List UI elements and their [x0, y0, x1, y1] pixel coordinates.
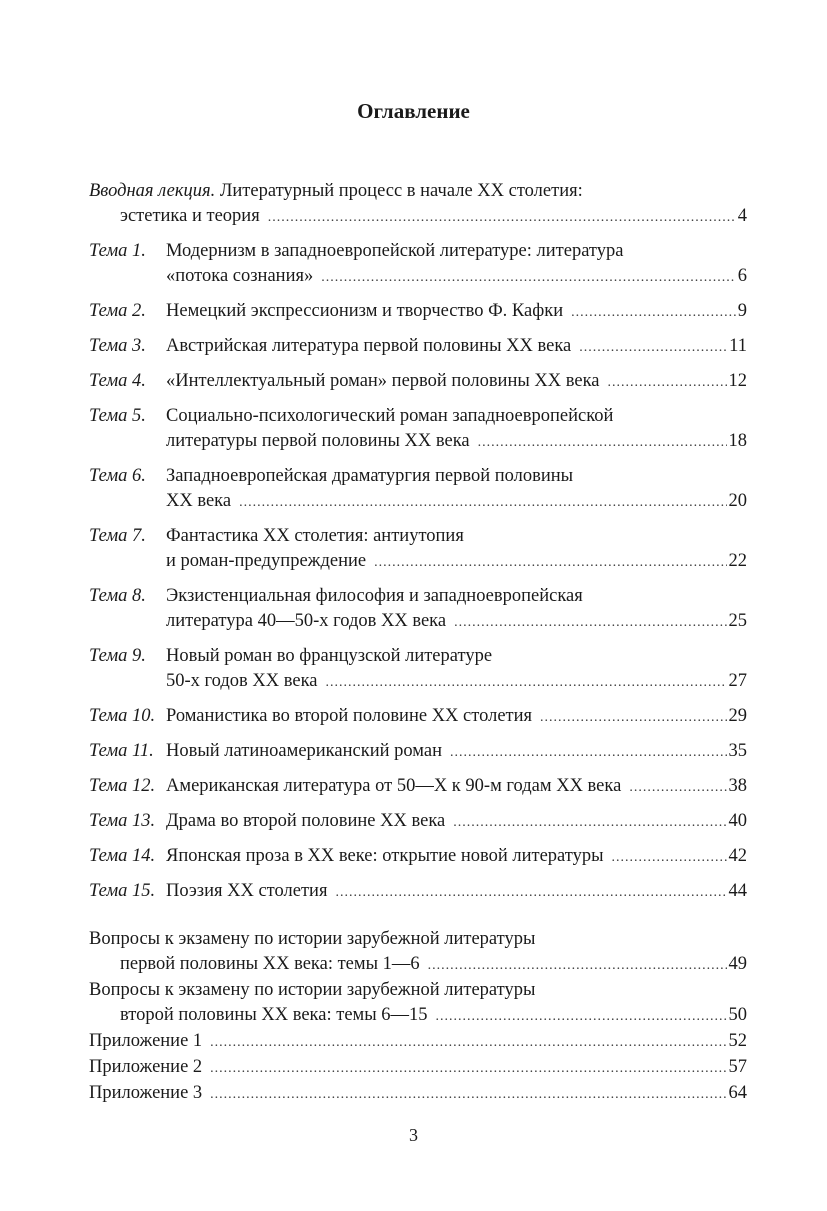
toc-entry-last-line — [89, 609, 747, 635]
toc-entry-last-line — [89, 334, 747, 360]
toc-page-number: 18 — [728, 431, 747, 451]
toc-entry-title: Новый латиноамериканский роман — [166, 741, 442, 761]
toc-entry-topic-2[interactable] — [89, 299, 747, 325]
toc-page-number: 4 — [737, 206, 747, 226]
toc-entry-last-line — [89, 369, 747, 395]
toc-page-number: 64 — [728, 1083, 747, 1103]
toc-entry-title: Драма во второй половине XX века — [166, 811, 446, 831]
toc-page-number: 38 — [728, 776, 747, 796]
toc-entry-appendix-1[interactable] — [89, 1029, 747, 1055]
dot-leader — [326, 670, 727, 695]
toc-entry-topic-7[interactable] — [89, 524, 747, 575]
toc-entry-label: Тема 6. — [89, 466, 146, 486]
dot-leader — [579, 335, 727, 360]
toc-entry-title: «Интеллектуальный роман» первой половины XX века — [166, 371, 600, 391]
toc-entry-title: Литературный процесс в начале XX столетия: — [219, 181, 583, 201]
dot-leader — [453, 810, 726, 835]
dot-leader — [239, 490, 726, 515]
toc-entry-title: Западноевропейская драматургия первой половины — [166, 466, 574, 486]
toc-entry-title: Романистика во второй половине XX столетия — [166, 706, 533, 726]
toc-entry-last-line — [89, 489, 747, 515]
toc-entry-topic-13[interactable] — [89, 809, 747, 835]
toc-entry-topic-6[interactable] — [89, 464, 747, 515]
page-title: Оглавление — [357, 99, 470, 123]
toc-entry-last-line — [89, 879, 747, 905]
toc-entry-title: Новый роман во французской литературе — [166, 646, 493, 666]
toc-entry-title-cont: эстетика и теория — [120, 206, 260, 226]
page-number: 3 — [409, 1125, 418, 1145]
toc-page-number: 44 — [728, 881, 747, 901]
toc-entry-last-line — [89, 952, 747, 978]
toc-entry-title-cont: 50-х годов XX века — [166, 671, 318, 691]
toc-page-number: 35 — [728, 741, 747, 761]
toc-entry-title: Приложение 3 — [89, 1083, 203, 1103]
toc-entry-topic-12[interactable] — [89, 774, 747, 800]
toc-page-number: 29 — [728, 706, 747, 726]
toc-page-number: 57 — [728, 1057, 747, 1077]
toc-entry-last-line — [89, 299, 747, 325]
toc-entry-title-cont: литературы первой половины XX века — [166, 431, 470, 451]
toc-entry-label: Тема 13. — [89, 811, 156, 831]
toc-entry-title: Модернизм в западноевропейской литературе: литература — [166, 241, 624, 261]
toc-entry-topic-15[interactable] — [89, 879, 747, 905]
dot-leader — [608, 370, 727, 395]
toc-page-number: 11 — [729, 336, 747, 356]
toc-entry-appendix-3[interactable] — [89, 1081, 747, 1107]
toc-entry-last-line — [89, 669, 747, 695]
toc-entry-title: Приложение 1 — [89, 1031, 203, 1051]
toc-entry-label: Тема 4. — [89, 371, 146, 391]
toc-page-number: 6 — [737, 266, 747, 286]
toc-page-number: 42 — [728, 846, 747, 866]
toc-entry-topic-5[interactable] — [89, 404, 747, 455]
dot-leader — [478, 430, 727, 455]
dot-leader — [540, 705, 726, 730]
toc-entry-last-line — [89, 704, 747, 730]
toc-entry-title-cont: литература 40—50-х годов XX века — [166, 611, 447, 631]
dot-leader — [210, 1030, 726, 1055]
toc-entry-title: Фантастика XX столетия: антиутопия — [166, 526, 464, 546]
toc-page-number: 12 — [728, 371, 747, 391]
toc-entry-label: Тема 1. — [89, 241, 146, 261]
toc-entry-topic-3[interactable] — [89, 334, 747, 360]
toc-entry-label: Тема 2. — [89, 301, 146, 321]
toc-entry-first-line — [89, 179, 747, 204]
toc-entry-title: Австрийская литература первой половины XX века — [166, 336, 572, 356]
toc-entry-title: Поэзия XX столетия — [166, 881, 328, 901]
toc-entry-label: Тема 8. — [89, 586, 146, 606]
dot-leader — [374, 550, 726, 575]
toc-entry-title: Немецкий экспрессионизм и творчество Ф. Кафки — [166, 301, 564, 321]
toc-entry-topic-14[interactable] — [89, 844, 747, 870]
toc-page-number: 52 — [728, 1031, 747, 1051]
toc-entry-questions-2[interactable] — [89, 978, 747, 1029]
toc-entry-title-cont: «потока сознания» — [166, 266, 314, 286]
toc-entry-title-cont: XX века — [166, 491, 232, 511]
toc-entry-intro[interactable] — [89, 179, 747, 230]
toc-entry-title-cont: второй половины XX века: темы 6—15 — [120, 1005, 428, 1025]
toc-entry-label: Тема 12. — [89, 776, 156, 796]
toc-entry-last-line — [89, 774, 747, 800]
toc-entry-last-line — [89, 1003, 747, 1029]
dot-leader — [321, 265, 736, 290]
toc-entry-title: Вопросы к экзамену по истории зарубежной литературы — [89, 929, 536, 949]
dot-leader — [629, 775, 726, 800]
table-of-contents — [89, 179, 747, 1107]
dot-leader — [210, 1082, 726, 1107]
toc-page-number: 49 — [728, 954, 747, 974]
toc-entry-label: Тема 9. — [89, 646, 146, 666]
toc-entry-questions-1[interactable] — [89, 927, 747, 978]
toc-page-number: 40 — [728, 811, 747, 831]
toc-page-number: 50 — [728, 1005, 747, 1025]
toc-entry-title: Вопросы к экзамену по истории зарубежной литературы — [89, 980, 536, 1000]
toc-entry-topic-4[interactable] — [89, 369, 747, 395]
toc-entry-last-line — [89, 429, 747, 455]
toc-entry-appendix-2[interactable] — [89, 1055, 747, 1081]
dot-leader — [210, 1056, 726, 1081]
toc-entry-title: Экзистенциальная философия и западноевропейская — [166, 586, 583, 606]
toc-entry-title: Американская литература от 50—Х к 90-м годам XX века — [166, 776, 622, 796]
toc-entry-topic-11[interactable] — [89, 739, 747, 765]
toc-entry-title: Японская проза в XX веке: открытие новой литературы — [166, 846, 604, 866]
toc-entry-last-line — [89, 549, 747, 575]
toc-page-number: 20 — [728, 491, 747, 511]
toc-entry-topic-8[interactable] — [89, 584, 747, 635]
toc-entry-title: Приложение 2 — [89, 1057, 203, 1077]
toc-entry-last-line — [89, 264, 747, 290]
dot-leader — [612, 845, 727, 870]
toc-entry-last-line — [89, 809, 747, 835]
toc-entry-title: Социально-психологический роман западноевропейской — [166, 406, 614, 426]
toc-entry-label: Тема 14. — [89, 846, 156, 866]
toc-entry-label: Тема 11. — [89, 741, 154, 761]
dot-leader — [268, 205, 736, 230]
dot-leader — [436, 1004, 727, 1029]
toc-entry-label: Тема 7. — [89, 526, 146, 546]
toc-entry-label: Тема 3. — [89, 336, 146, 356]
toc-page-number: 27 — [728, 671, 747, 691]
toc-entry-topic-10[interactable] — [89, 704, 747, 730]
toc-entry-label: Тема 5. — [89, 406, 146, 426]
dot-leader — [571, 300, 736, 325]
dot-leader — [428, 953, 727, 978]
toc-entry-title-cont: первой половины XX века: темы 1—6 — [120, 954, 420, 974]
toc-entry-topic-1[interactable] — [89, 239, 747, 290]
toc-entry-label: Тема 10. — [89, 706, 156, 726]
toc-entry-topic-9[interactable] — [89, 644, 747, 695]
dot-leader — [335, 880, 726, 905]
toc-entry-label: Вводная лекция. — [89, 181, 216, 201]
toc-page-number: 22 — [728, 551, 747, 571]
toc-page-number: 25 — [728, 611, 747, 631]
toc-entry-last-line — [89, 844, 747, 870]
toc-entry-last-line — [89, 739, 747, 765]
dot-leader — [454, 610, 726, 635]
toc-page-number: 9 — [737, 301, 747, 321]
dot-leader — [450, 740, 727, 765]
toc-entry-last-line — [89, 204, 747, 230]
toc-entry-label: Тема 15. — [89, 881, 156, 901]
toc-entry-title-cont: и роман-предупреждение — [166, 551, 367, 571]
